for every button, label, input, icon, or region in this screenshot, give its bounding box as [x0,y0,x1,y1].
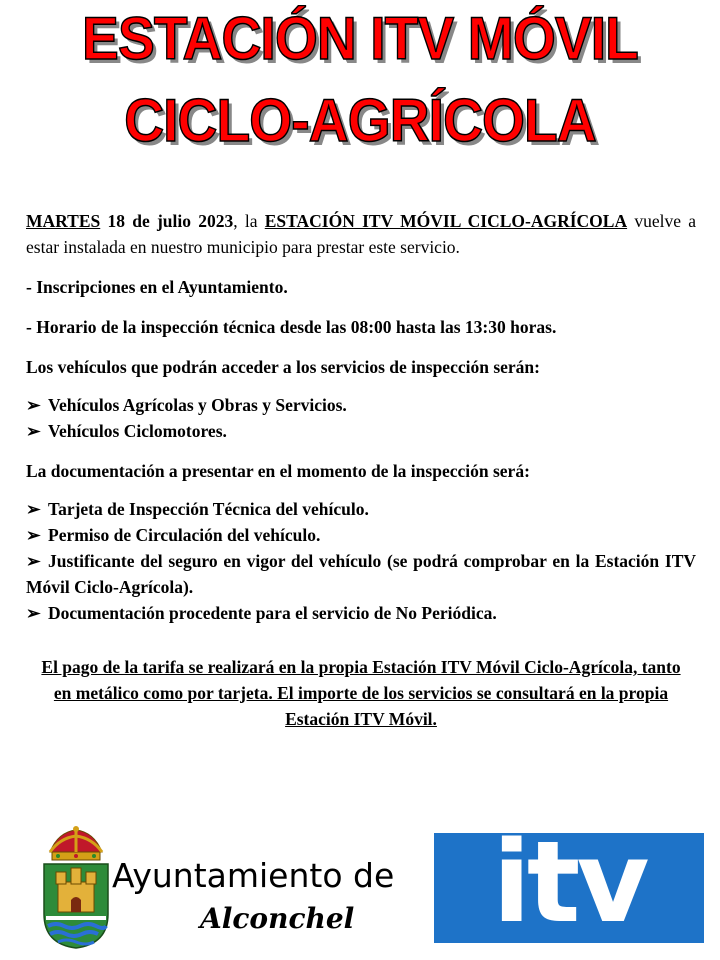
closing-paragraph: El pago de la tarifa se realizará en la propia Estación ITV Móvil Ciclo-Agrícola, tanto en metálico como por tarjeta. El importe de los servicios se consultará en la propia Estación ITV Móvil. [41,657,681,729]
coat-of-arms-icon [38,826,114,950]
vehicle-item-text: Vehículos Ciclomotores. [48,421,227,441]
list-item [26,392,696,418]
arrow-bullet-icon: ➢ [26,421,41,441]
town-name: Alconchel [200,902,355,935]
intro-day: MARTES [26,211,101,231]
vehicle-item-text: Vehículos Agrícolas y Obras y Servicios. [48,395,347,415]
intro-rest: vuelve a estar instalada en nuestro municipio para prestar este servicio. [26,211,696,257]
arrow-bullet-icon: ➢ [26,603,41,623]
vehicles-list [26,392,696,444]
itv-logo [434,818,704,948]
list-item [26,418,696,444]
intro-paragraph [26,208,696,260]
documents-heading: La documentación a presentar en el momento de la inspección será: [26,461,530,481]
document-item-text: Tarjeta de Inspección Técnica del vehículo. [48,499,369,519]
itv-logo-text: itv [492,818,646,948]
list-item [26,600,696,626]
intro-mid: , la [233,211,265,231]
list-item [26,548,696,600]
notice-body [26,208,696,732]
document-item-text: Justificante del seguro en vigor del vehículo (se podrá comprobar en la Estación ITV Móvil Ciclo-Agrícola). [26,551,696,597]
title-line-1: ESTACIÓN ITV MÓVIL [82,5,638,72]
document-item-text: Documentación procedente para el servicio de No Periódica. [48,603,497,623]
vehicles-heading: Los vehículos que podrán acceder a los servicios de inspección serán: [26,357,540,377]
horario-line: - Horario de la inspección técnica desde las 08:00 hasta las 13:30 horas. [26,317,557,337]
arrow-bullet-icon: ➢ [26,551,41,571]
documents-list [26,496,696,626]
arrow-bullet-icon: ➢ [26,395,41,415]
list-item [26,522,696,548]
inscripciones-line: - Inscripciones en el Ayuntamiento. [26,277,288,297]
arrow-bullet-icon: ➢ [26,499,41,519]
ayuntamiento-label: Ayuntamiento de [112,856,395,895]
list-item [26,496,696,522]
intro-date-num: 18 [107,211,125,231]
intro-date-text: de julio 2023 [132,211,234,231]
title-line-2: CICLO-AGRÍCOLA [124,87,596,154]
intro-station: ESTACIÓN ITV MÓVIL CICLO-AGRÍCOLA [264,211,628,231]
document-item-text: Permiso de Circulación del vehículo. [48,525,321,545]
arrow-bullet-icon: ➢ [26,525,41,545]
